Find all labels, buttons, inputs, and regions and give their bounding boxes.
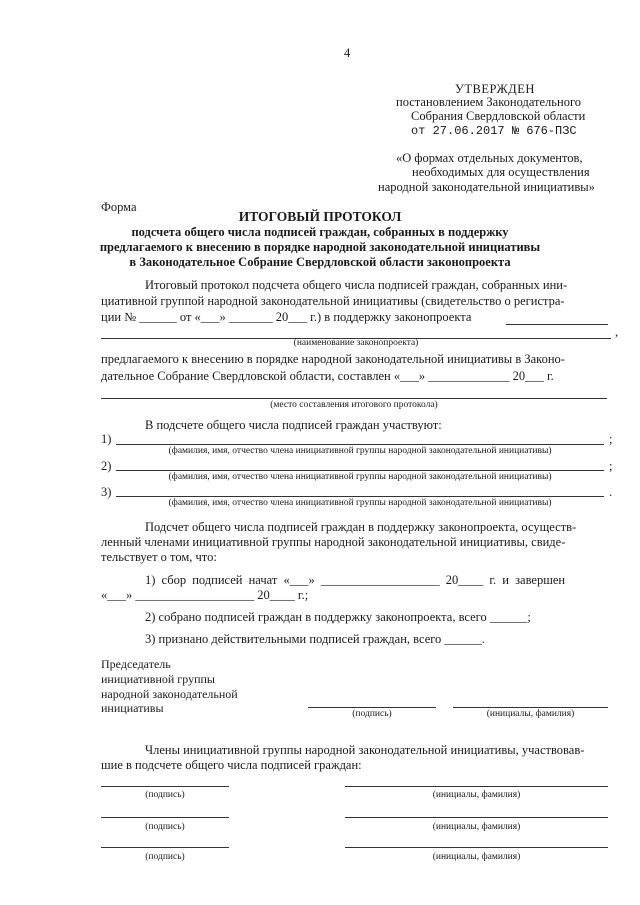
chair-name-line xyxy=(453,707,608,708)
chair-label-4: инициативы xyxy=(101,701,164,715)
collection-period-line1: 1) сбор подписей начат «___» ___________________ 20____ г. и завершен xyxy=(145,573,566,587)
approval-line2: Собрания Свердловской области xyxy=(411,109,586,123)
chair-signature-line xyxy=(308,707,436,708)
para3-line2: ленный членами инициативной группы народной законодательной инициативы, свиде- xyxy=(101,535,566,549)
signatures-valid: 3) признано действительными подписей граждан, всего ______. xyxy=(145,632,486,646)
chair-label-3: народной законодательной xyxy=(101,687,238,701)
para1-comma: , xyxy=(615,325,619,339)
document-subtitle-3: в Законодательное Собрание Свердловской области законопроекта xyxy=(129,255,511,269)
participant-3-caption: (фамилия, имя, отчество члена инициативной группы народной законодательной инициативы) xyxy=(168,498,552,508)
para2-line1: предлагаемого к внесению в порядке народной законодательной инициативы в Законо- xyxy=(101,352,565,366)
form-label: Форма xyxy=(101,200,137,214)
place-line xyxy=(101,398,607,399)
approval-about2: необходимых для осуществления xyxy=(412,165,590,179)
members-line1: Члены инициативной группы народной законодательной инициативы, участвовав- xyxy=(145,743,585,757)
approval-about1: «О формах отдельных документов, xyxy=(396,151,583,165)
members-line2: шие в подсчете общего числа подписей граждан: xyxy=(101,758,362,772)
participant-1-caption: (фамилия, имя, отчество члена инициативной группы народной законодательной инициативы) xyxy=(168,446,552,456)
chair-name-caption: (инициалы, фамилия) xyxy=(486,709,575,719)
member-2-signature-line xyxy=(101,817,229,818)
member-1-name-line xyxy=(345,786,608,787)
member-3-signature-line xyxy=(101,847,229,848)
page-number: 4 xyxy=(344,46,351,60)
para1-line3: ции № ______ от «___» _______ 20___ г.) в поддержку законопроекта xyxy=(101,310,472,324)
participant-1-end: ; xyxy=(609,432,613,446)
member-2-name-caption: (инициалы, фамилия) xyxy=(432,822,521,832)
document-subtitle-1: подсчета общего числа подписей граждан, собранных в поддержку xyxy=(131,225,509,239)
chair-signature-caption: (подпись) xyxy=(352,709,392,719)
bill-name-line-1 xyxy=(506,324,608,325)
approval-about3: народной законодательной инициативы» xyxy=(378,180,595,194)
document-subtitle-2: предлагаемого к внесению в порядке народной законодательной инициативы xyxy=(99,240,541,254)
signatures-collected: 2) собрано подписей граждан в поддержку законопроекта, всего ______; xyxy=(145,610,531,624)
para1-line2: циативной группой народной законодательной инициативы (свидетельство о регистра- xyxy=(101,294,565,308)
place-caption: (место составления итогового протокола) xyxy=(270,400,438,410)
document-title: ИТОГОВЫЙ ПРОТОКОЛ xyxy=(238,209,402,224)
member-3-name-caption: (инициалы, фамилия) xyxy=(432,852,521,862)
chair-label-2: инициативной группы xyxy=(101,672,215,686)
participant-2-line xyxy=(116,470,604,471)
member-1-signature-line xyxy=(101,786,229,787)
para3-line1: Подсчет общего числа подписей граждан в поддержку законопроекта, осуществ- xyxy=(145,520,577,534)
member-3-signature-caption: (подпись) xyxy=(145,852,185,862)
participants-intro: В подсчете общего числа подписей граждан участвуют: xyxy=(145,418,442,432)
participant-2-number: 2) xyxy=(101,459,112,473)
member-1-signature-caption: (подпись) xyxy=(145,790,185,800)
approval-line1: постановлением Законодательного xyxy=(396,95,582,109)
participant-2-caption: (фамилия, имя, отчество члена инициативной группы народной законодательной инициативы) xyxy=(168,472,552,482)
participant-1-number: 1) xyxy=(101,432,112,446)
member-2-name-line xyxy=(345,817,608,818)
approval-title: УТВЕРЖДЕН xyxy=(455,82,535,96)
participant-3-end: . xyxy=(609,485,613,499)
participant-1-line xyxy=(116,444,604,445)
participant-2-end: ; xyxy=(609,459,613,473)
member-3-name-line xyxy=(345,847,608,848)
approval-date-number: от 27.06.2017 № 676-ПЗС xyxy=(411,124,577,138)
member-1-name-caption: (инициалы, фамилия) xyxy=(432,790,521,800)
chair-label-1: Председатель xyxy=(101,657,171,671)
collection-period-line2: «___» ___________________ 20____ г.; xyxy=(101,588,309,602)
para3-line3: тельствует о том, что: xyxy=(101,550,217,564)
para2-line2: дательное Собрание Свердловской области, составлен «___» _____________ 20___ г. xyxy=(101,369,554,383)
participant-3-line xyxy=(116,496,604,497)
bill-name-caption: (наименование законопроекта) xyxy=(293,338,419,348)
participant-3-number: 3) xyxy=(101,485,112,499)
member-2-signature-caption: (подпись) xyxy=(145,822,185,832)
para1-line1: Итоговый протокол подсчета общего числа подписей граждан, собранных ини- xyxy=(145,278,568,292)
